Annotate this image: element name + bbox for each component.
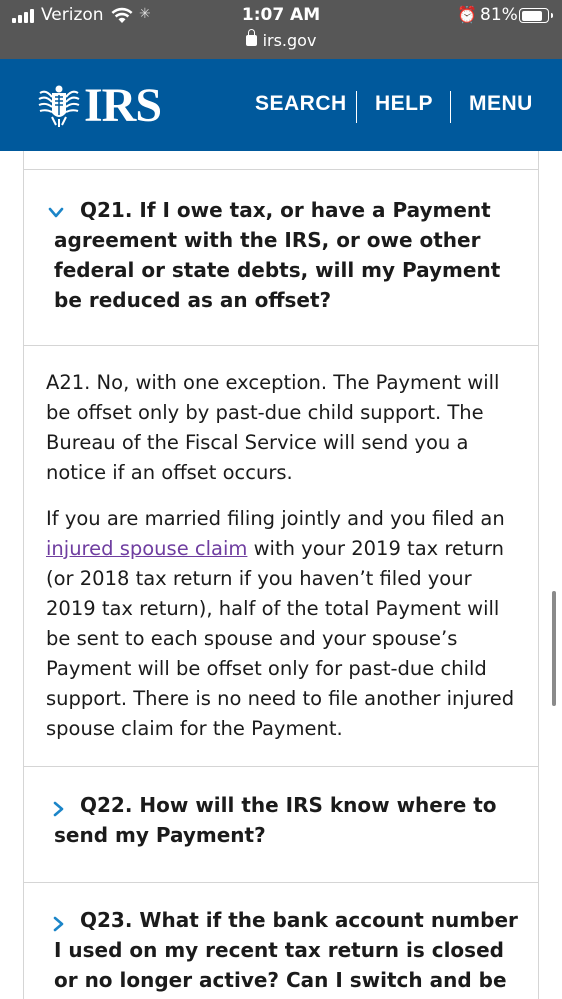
faq-question-q21[interactable]: Q21. If I owe tax, or have a Payment agreement with the IRS, or owe other federal or state debts, will my Payment be reduced as an offset? (54, 198, 501, 312)
panel-border-right (538, 151, 539, 999)
battery-fill (522, 11, 542, 21)
nav-divider (356, 91, 357, 123)
divider (23, 345, 539, 346)
injured-spouse-claim-link[interactable]: injured spouse claim (46, 537, 248, 560)
divider (23, 169, 539, 170)
alarm-clock-icon: ⏰ (457, 5, 477, 24)
panel-border-left (23, 151, 24, 999)
url-text: irs.gov (262, 31, 317, 50)
answer-text: with your 2019 tax return (or 2018 tax return if you haven’t filed your 2019 tax return), half of the total Payment will be sent to each spouse and your spouse’s Payment will be offset only for past-due child support. There is no need to file another injured spouse claim for the Payment. (46, 537, 515, 740)
faq-content (0, 151, 562, 999)
nav-menu[interactable]: MENU (469, 92, 533, 115)
battery-percentage: 81% (480, 5, 518, 25)
faq-answer-q21-p1: A21. No, with one exception. The Payment will be offset only by past-due child support. The Bureau of the Fiscal Service will send you a notice if an offset occurs. (46, 371, 500, 484)
clock-time: 1:07 AM (241, 5, 321, 25)
nav-help[interactable]: HELP (375, 92, 434, 115)
faq-answer-q21-p2 (46, 504, 526, 744)
carrier-name: Verizon (41, 5, 104, 25)
divider (23, 882, 539, 883)
battery-icon (519, 8, 549, 23)
status-bar (0, 0, 562, 59)
irs-logo[interactable] (36, 79, 162, 132)
lock-icon (246, 35, 257, 46)
scrollbar[interactable] (552, 591, 556, 706)
logo-text: IRS (84, 79, 162, 132)
address-bar[interactable] (0, 31, 562, 50)
site-header (0, 59, 562, 151)
faq-question-q22[interactable]: Q22. How will the IRS know where to send my Payment? (54, 793, 497, 847)
divider (23, 766, 539, 767)
nav-divider (450, 91, 451, 123)
answer-text: If you are married filing jointly and you filed an (46, 507, 505, 530)
nav-search[interactable]: SEARCH (255, 92, 347, 115)
loading-spinner-icon: ✳ (139, 6, 151, 22)
irs-eagle-icon (36, 83, 82, 129)
faq-question-q23[interactable]: Q23. What if the bank account number I used on my recent tax return is closed or no longer active? Can I switch and be (54, 908, 518, 992)
